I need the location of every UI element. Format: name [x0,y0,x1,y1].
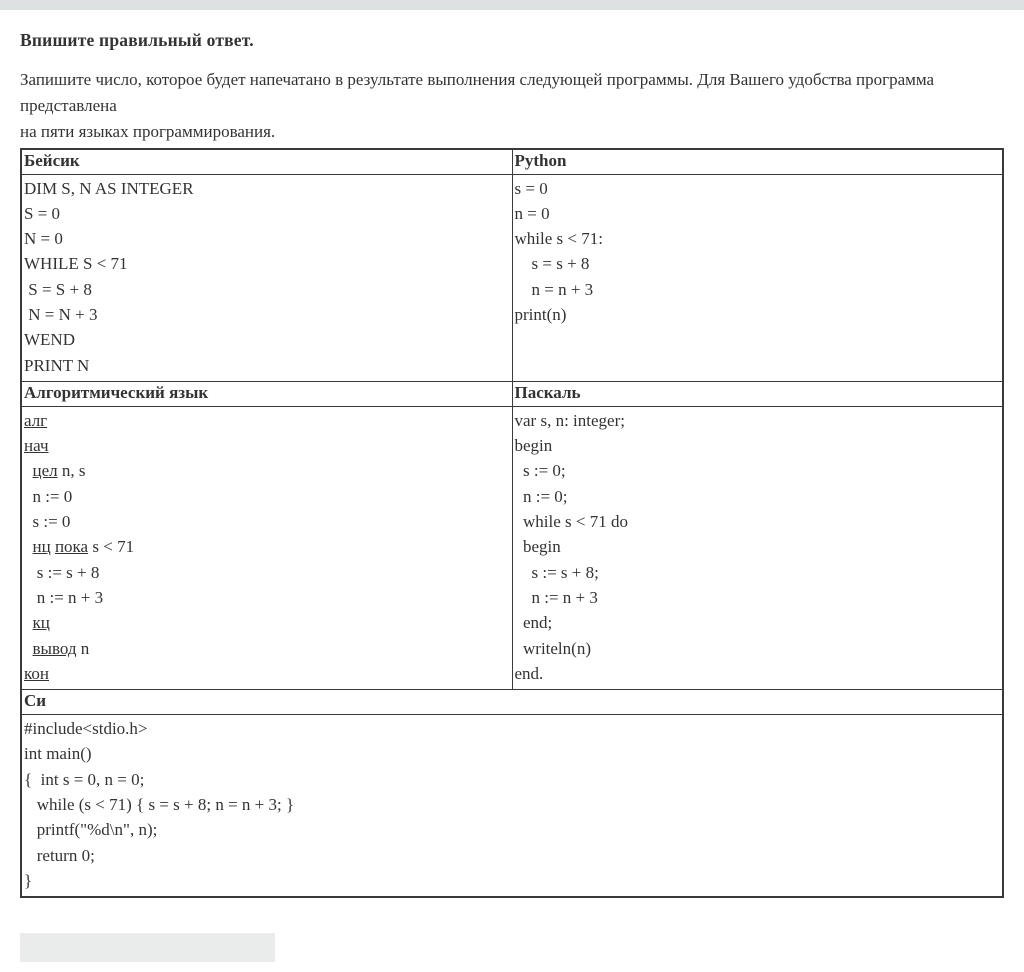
code-line: s := s + 8; [514,562,599,582]
lang-header-c: Си [21,690,1003,715]
task-line: представлена [20,96,117,115]
table-code-row [21,406,1003,689]
lang-header-pascal: Паскаль [512,381,1003,406]
answer-input[interactable] [20,933,275,962]
code-line: while s < 71: [514,229,603,249]
code-line: N = N + 3 [24,304,98,324]
lang-header-python: Python [512,149,1003,174]
code-cell-algorithmic [21,406,512,689]
code-line: s = 0 [514,178,548,198]
lang-header-algorithmic: Алгоритмический язык [21,381,512,406]
code-line: n = 0 [514,203,550,223]
code-line: { int s = 0, n = 0; [24,769,145,789]
task-description [20,67,1004,145]
code-line: n = n + 3 [514,279,594,299]
code-line: S = 0 [24,203,61,223]
code-line: S = S + 8 [24,279,92,299]
code-line: PRINT N [24,355,90,375]
table-header-row [21,690,1003,715]
code-line: while (s < 71) { s = s + 8; n = n + 3; } [24,795,295,815]
code-line: print(n) [514,304,567,324]
code-line: WEND [24,330,75,350]
code-line: кц [32,613,50,633]
code-line: } [24,870,33,890]
code-line: end. [514,663,544,683]
code-line: while s < 71 do [514,512,628,532]
code-line: кон [24,663,49,683]
code-cell-python [512,174,1003,381]
lang-header-basic: Бейсик [21,149,512,174]
code-line: writeln(n) [514,638,591,658]
code-line: var s, n: integer; [514,410,625,430]
code-cell-basic [21,174,512,381]
code-line: #include<stdio.h> [24,719,148,739]
task-line: Запишите число, которое будет напечатано в результате выполнения следующей программы. Для Вашего удобства программа [20,70,935,89]
code-line: n := 0 [24,486,73,506]
table-code-row [21,715,1003,898]
code-line: n := n + 3 [24,587,104,607]
code-line: return 0; [24,845,95,865]
code-line: begin [514,436,553,456]
code-line: нц пока s < 71 [32,537,135,557]
code-line: вывод n [32,638,90,658]
prompt-title: Впишите правильный ответ. [20,30,254,50]
code-cell-c [21,715,1003,898]
table-header-row [21,381,1003,406]
code-line: n := n + 3 [514,587,598,607]
top-strip [0,0,1024,10]
question-content [0,30,1024,898]
code-line: s := 0 [24,512,71,532]
code-line: алг [24,410,48,430]
code-line: DIM S, N AS INTEGER [24,178,194,198]
code-line: s = s + 8 [514,254,590,274]
table-header-row [21,149,1003,174]
code-line: N = 0 [24,229,63,249]
code-line: цел n, s [32,461,86,481]
code-cell-pascal [512,406,1003,689]
code-line: int main() [24,744,92,764]
code-line: n := 0; [514,486,568,506]
table-code-row [21,174,1003,381]
code-line: begin [514,537,561,557]
task-line: на пяти языках программирования. [20,122,276,141]
code-line: s := s + 8 [24,562,100,582]
code-line: s := 0; [514,461,566,481]
program-table [20,148,1004,898]
code-line: printf("%d\n", n); [24,820,158,840]
code-line: нач [24,436,49,456]
code-line: end; [514,613,553,633]
code-line: WHILE S < 71 [24,254,128,274]
